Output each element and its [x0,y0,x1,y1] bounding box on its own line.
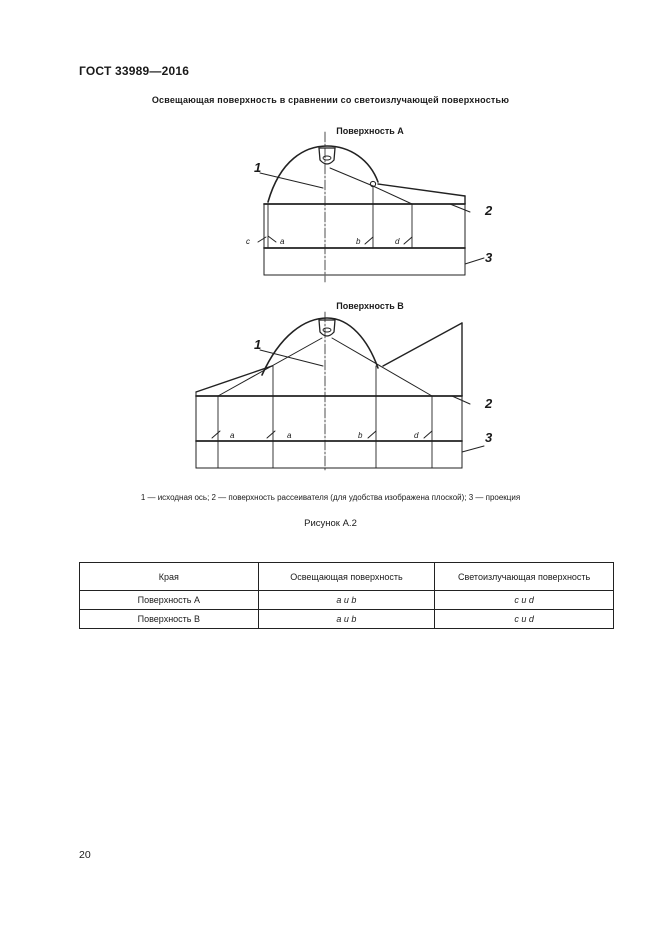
surface-b-reflector-left [196,366,272,392]
surface-b-leader-1 [260,350,323,366]
surface-b-callout-1: 1 [254,337,262,352]
edges-table [79,562,614,629]
surface-b-edge-a-1: a [230,431,235,440]
table-cell: c и d [435,610,614,629]
table-header-edges: Края [80,563,259,591]
document-header: ГОСТ 33989—2016 [79,64,190,78]
surface-b-edge-d: d [414,431,419,440]
table-cell: a и b [258,610,435,629]
table-cell: Поверхность А [80,591,259,610]
table-cell: c и d [435,591,614,610]
surface-b-ray-left [218,338,322,396]
surface-b-leader-2 [452,396,470,404]
surface-a-drawing [246,126,493,282]
figure-caption: Рисунок А.2 [304,518,357,529]
surface-b-leader-3 [462,446,484,452]
page-number: 20 [79,849,91,861]
figure-title: Освещающая поверхность в сравнении со светоизлучающей поверхностью [151,95,510,105]
surface-a-leader-2 [450,204,470,212]
surface-b-edge-markers [212,431,432,438]
table-cell: Поверхность В [80,610,259,629]
table-row [80,591,614,610]
surface-a-callout-2: 2 [485,203,493,218]
table-cell: a и b [258,591,435,610]
surface-b-drawing [196,301,493,470]
surface-b-callout-2: 2 [485,396,493,411]
surface-a-edge-c: c [246,237,250,246]
surface-a-ray-d [373,186,412,204]
surface-a-callout-1: 1 [254,160,262,175]
figure-legend: 1 — исходная ось; 2 — поверхность рассеивателя (для удобства изображена плоской); 3 — проекция [140,493,521,502]
surface-b-label: Поверхность В [336,301,404,311]
surface-a-edge-d: d [395,237,400,246]
table-header-row [80,563,614,591]
surface-b-reflector-right [383,323,462,366]
surface-b-edge-b: b [358,431,363,440]
surface-a-callout-3: 3 [485,250,493,265]
table-header-light-emitting: Светоизлучающая поверхность [435,563,614,591]
surface-a-ray-b [330,168,373,186]
surface-a-edge-a: a [280,237,285,246]
surface-a-leader-3 [465,258,484,264]
surface-a-leader-1 [260,173,323,188]
surface-b-callout-3: 3 [485,430,493,445]
table-row [80,610,614,629]
surface-b-edge-a-2: a [287,431,292,440]
table-header-illuminating: Освещающая поверхность [258,563,435,591]
surface-a-edge-b: b [356,237,361,246]
surface-a-label: Поверхность А [336,126,404,136]
